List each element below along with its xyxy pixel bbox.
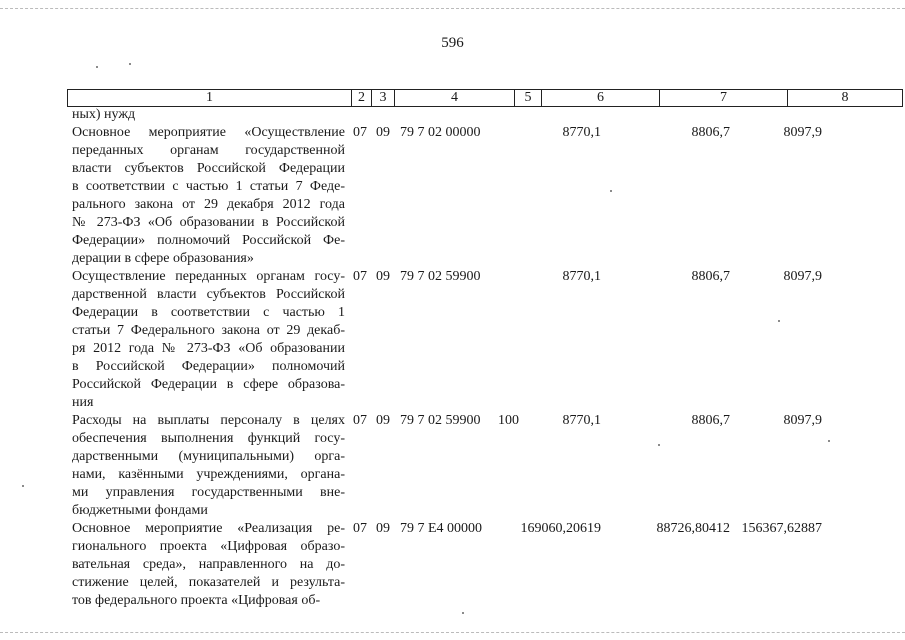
- description-line: власти субъектов Российской Федерации: [72, 161, 345, 176]
- scan-speck: [462, 612, 464, 614]
- description-line: тов федерального проекта «Цифровая об-: [72, 593, 321, 608]
- row-cell-c7: 8806,7: [691, 413, 730, 428]
- row-cell-c2: 07: [353, 521, 367, 536]
- description-line: обеспечения выполнения функций госу-: [72, 431, 345, 446]
- column-header-8: 8: [788, 90, 903, 107]
- row-cell-c3: 09: [376, 521, 390, 536]
- description-line: ми управления государственными вне-: [72, 485, 345, 500]
- description-line: Федерации» полномочий Российской Фе-: [72, 233, 345, 248]
- column-header-4: 4: [395, 90, 515, 107]
- row-description: [72, 412, 345, 520]
- scan-speck: [778, 320, 780, 322]
- column-header-3: 3: [372, 90, 395, 107]
- scan-speck: [658, 444, 660, 446]
- description-line: нами, казёнными учреждениями, органа-: [72, 467, 345, 482]
- description-line: переданных органам государственной: [72, 143, 345, 158]
- column-header-1: 1: [68, 90, 352, 107]
- description-line: Основное мероприятие «Реализация ре-: [72, 521, 345, 536]
- row-description: [72, 268, 345, 412]
- row-description: [72, 124, 345, 268]
- row-cell-c7: 8806,7: [691, 125, 730, 140]
- column-header-row: [68, 90, 903, 107]
- row-cell-c7: 88726,80412: [656, 521, 730, 536]
- table-row: [0, 106, 905, 124]
- description-line: рального закона от 29 декабря 2012 года: [72, 197, 345, 212]
- description-line: № 273-ФЗ «Об образовании в Российской: [72, 215, 345, 230]
- description-line: в Российской Федерации» полномочий: [72, 359, 345, 374]
- description-line: Осуществление переданных органам госу-: [72, 269, 345, 284]
- table-row: [0, 268, 905, 412]
- row-cell-c6: 169060,20619: [520, 521, 601, 536]
- description-line: Российской Федерации в сфере образова-: [72, 377, 345, 392]
- description-line: в соответствии с частью 1 статьи 7 Феде-: [72, 179, 345, 194]
- row-description: [72, 106, 345, 124]
- description-line: вательная среда», направленного на до-: [72, 557, 345, 572]
- row-cell-c8: 8097,9: [783, 125, 822, 140]
- row-cell-c5: 100: [498, 413, 519, 428]
- scan-speck: [828, 440, 830, 442]
- description-line: дарственной власти субъектов Российской: [72, 287, 345, 302]
- row-cell-c6: 8770,1: [562, 125, 601, 140]
- row-cell-c7: 8806,7: [691, 269, 730, 284]
- description-line: гионального проекта «Цифровая образо-: [72, 539, 345, 554]
- column-header-2: 2: [352, 90, 372, 107]
- column-header-table: [67, 89, 903, 107]
- row-cell-c2: 07: [353, 269, 367, 284]
- description-line: ря 2012 года № 273-ФЗ «Об образовании: [72, 341, 345, 356]
- row-cell-c3: 09: [376, 413, 390, 428]
- table-row: [0, 520, 905, 610]
- description-line: дарственными (муниципальными) орга-: [72, 449, 345, 464]
- scan-edge-top: [0, 8, 905, 10]
- scan-speck: [610, 190, 612, 192]
- row-cell-c8: 156367,62887: [741, 521, 822, 536]
- description-line: стижение целей, показателей и результа-: [72, 575, 345, 590]
- row-cell-c8: 8097,9: [783, 269, 822, 284]
- description-line: ных) нужд: [72, 107, 136, 122]
- table-row: [0, 124, 905, 268]
- scan-speck: [22, 485, 24, 487]
- column-header-5: 5: [515, 90, 542, 107]
- row-cell-c4: 79 7 02 00000: [400, 125, 481, 140]
- description-line: бюджетными фондами: [72, 503, 208, 518]
- description-line: ния: [72, 395, 94, 410]
- row-cell-c2: 07: [353, 413, 367, 428]
- table-row: [0, 412, 905, 520]
- row-description: [72, 520, 345, 610]
- row-cell-c2: 07: [353, 125, 367, 140]
- page-number: 596: [441, 35, 464, 51]
- row-cell-c4: 79 7 02 59900: [400, 269, 481, 284]
- budget-table-body: [0, 106, 905, 610]
- row-cell-c6: 8770,1: [562, 269, 601, 284]
- column-header-7: 7: [660, 90, 788, 107]
- row-cell-c3: 09: [376, 269, 390, 284]
- scan-speck: [129, 63, 131, 65]
- description-line: Расходы на выплаты персоналу в целях: [72, 413, 345, 428]
- description-line: Основное мероприятие «Осуществление: [72, 125, 345, 140]
- description-line: Федерации в соответствии с частью 1: [72, 305, 345, 320]
- description-line: дерации в сфере образования»: [72, 251, 254, 266]
- row-cell-c6: 8770,1: [562, 413, 601, 428]
- row-cell-c3: 09: [376, 125, 390, 140]
- description-line: статьи 7 Федерального закона от 29 декаб-: [72, 323, 345, 338]
- row-cell-c8: 8097,9: [783, 413, 822, 428]
- column-header-6: 6: [542, 90, 660, 107]
- row-cell-c4: 79 7 02 59900: [400, 413, 481, 428]
- scan-speck: [96, 66, 98, 68]
- row-cell-c4: 79 7 E4 00000: [400, 521, 483, 536]
- scan-edge-bottom: [0, 632, 905, 634]
